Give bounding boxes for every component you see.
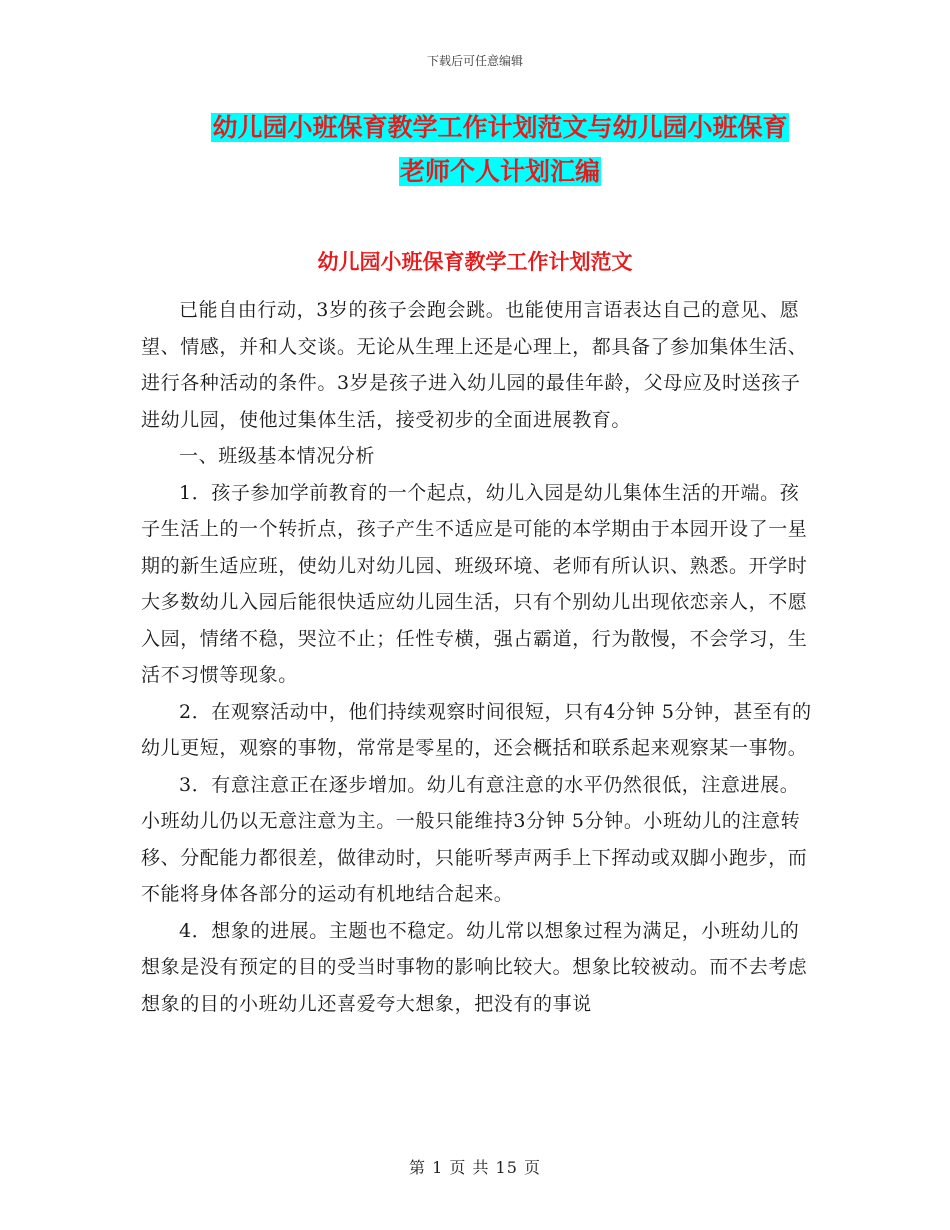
paragraph-item-3: 3．有意注意正在逐步增加。幼儿有意注意的水平仍然很低，注意进展。小班幼儿仍以无意注意为主。一般只能维持3分钟 5分钟。小班幼儿的注意转移、分配能力都很差，做律动时，只能听琴声两手上下挥动或双脚小跑步，而不能将身体各部分的运动有机地结合起来。 [141, 773, 808, 905]
page-header-note: 下载后可任意编辑 [426, 54, 523, 68]
paragraph-intro: 已能自由行动，3岁的孩子会跑会跳。也能使用言语表达自己的意见、愿望、情感，并和人交谈。无论从生理上还是心理上，都具备了参加集体生活、进行各种活动的条件。3岁是孩子进入幼儿园的最佳年龄，父母应及时送孩子进幼儿园，使他过集体生活，接受初步的全面进展教育。 [141, 299, 808, 431]
paragraph-item-1: 1．孩子参加学前教育的一个起点，幼儿入园是幼儿集体生活的开端。孩子生活上的一个转折点，孩子产生不适应是可能的本学期由于本园开设了一星期的新生适应班，使幼儿对幼儿园、班级环境、老师有所认识、熟悉。开学时大多数幼儿入园后能很快适应幼儿园生活，只有个别幼儿出现依恋亲人，不愿入园，情绪不稳，哭泣不止；任性专横，强占霸道，行为散慢，不会学习，生活不习惯等现象。 [141, 481, 808, 686]
document-title-line-2: 老师个人计划汇编 [399, 157, 600, 186]
paragraph-item-2: 2．在观察活动中，他们持续观察时间很短，只有4分钟 5分钟，甚至有的幼儿更短，观察的事物，常常是零星的，还会概括和联系起来观察某一事物。 [141, 700, 812, 759]
section-title: 幼儿园小班保育教学工作计划范文 [317, 250, 633, 274]
paragraph-heading-class-analysis: 一、班级基本情况分析 [179, 445, 376, 467]
document-title [120, 106, 880, 194]
page-number-footer: 第 1 页 共 15 页 [409, 1158, 541, 1177]
document-title-line-1: 幼儿园小班保育教学工作计划范文与幼儿园小班保育 [212, 113, 788, 142]
document-body [141, 292, 813, 1022]
paragraph-item-4: 4．想象的进展。主题也不稳定。幼儿常以想象过程为满足，小班幼儿的想象是没有预定的目的受当时事物的影响比较大。想象比较被动。而不去考虑想象的目的小班幼儿还喜爱夸大想象，把没有的事说 [141, 919, 808, 1015]
